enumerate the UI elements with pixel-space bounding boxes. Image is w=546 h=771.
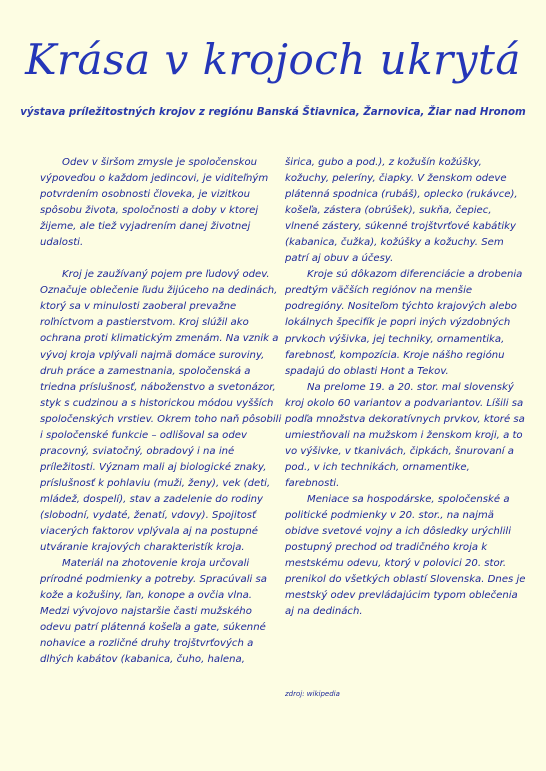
source-note: zdroj: wikipedia: [285, 690, 340, 698]
paragraph: Materiál na zhotovenie kroja určovali prírodné podmienky a potreby. Spracúvali sa kože a kožušiny, ľan, konope a ovčia vlna. Medzi vývojovo najstaršie časti mužského odevu patrí plátenná košeľa a gate, súkenné nohavice a rozličné druhy trojštvrťových a dlhých kabátov (kabanica, čuho, halena,: [40, 558, 267, 666]
left-text-column: [40, 155, 282, 730]
paragraph: Meniace sa hospodárske, spoločenské a politické podmienky v 20. stor., na najmä obidve svetové vojny a ich dôsledky urýchlili postupný prechod od tradičného kroja k mestskému odevu, ktorý v polovici 20. stor. prenikol do všetkých oblastí Slovenska. Dnes je mestský odev prevládajúcim typom oblečenia aj na dedinách.: [285, 493, 526, 618]
paragraph: Kroj je zaužívaný pojem pre ľudový odev. Označuje oblečenie ľudu žijúceho na dedinách, ktorý sa v minulosti zaoberal prevažne roľníctvom a pastierstvom. Kroj slúžil ako ochrana proti klimatickým zmenám. Na vznik a vývoj kroja vplývali najmä domáce suroviny, druh práce a zamestnania, spoločenská a triedna príslušnosť, náboženstvo a svetonázor, styk s cudzinou a s historickou módou vyšších spoločenských vrstiev. Okrem toho naň pôsobili i spoločenské funkcie – odlišoval sa odev pracovný, sviatočný, obradový i na iné príležitosti. Význam mali aj biologické znaky, príslušnosť k pohlaviu (muži, ženy), vek (deti, mládež, dospelí), stav a zadelenie do rodiny (slobodní, vydaté, ženatí, vdovy). Spojitosť viacerých faktorov vplývala aj na postupné utváranie krajových charakteristík kroja.: [40, 269, 282, 554]
paragraph: Odev v širšom zmysle je spoločenskou výpoveďou o každom jedincovi, je viditeľným potvrdením osobnosti človeka, je vizitkou spôsobu života, spoločnosti a doby v ktorej žijeme, ale tiež vyjadrením danej životnej udalosti.: [40, 157, 269, 249]
paragraph: Kroje sú dôkazom diferenciácie a drobenia predtým väčších regiónov na menšie podregióny. Nositeľom týchto krajových alebo lokálnych špecifík je popri iných výzdobných prvkoch výšivka, jej techniky, ornamentika, farebnosť, kompozícia. Kroje nášho regiónu spadajú do oblasti Hont a Tekov.: [285, 269, 523, 377]
paragraph: Na prelome 19. a 20. stor. mal slovenský kroj okolo 60 variantov a podvariantov. Líšili sa podľa množstva dekoratívnych prvkov, ktoré sa umiestňovali na mužskom i ženskom kroji, a to vo výšivke, v tkanivách, čipkách, šnurovaní a pod., v ich technikách, ornamentike, farebnosti.: [285, 381, 525, 489]
poster-subtitle: výstava príležitostných krojov z regiónu Banská Štiavnica, Žarnovica, Žiar nad Hronom: [20, 106, 526, 118]
poster-title: Krása v krojoch ukrytá: [25, 35, 521, 84]
paragraph: širica, gubo a pod.), z kožušín kožúšky, kožuchy, peleríny, čiapky. V ženskom odeve plátenná spodnica (rubáš), oplecko (rukávce), košeľa, zástera (obrúšek), sukňa, čepiec, vlnené zástery, súkenné trojštvrťové kabátiky (kabanica, čužka), kožúšky a kožuchy. Sem patrí aj obuv a účesy.: [285, 157, 518, 265]
right-text-column: [285, 155, 527, 675]
